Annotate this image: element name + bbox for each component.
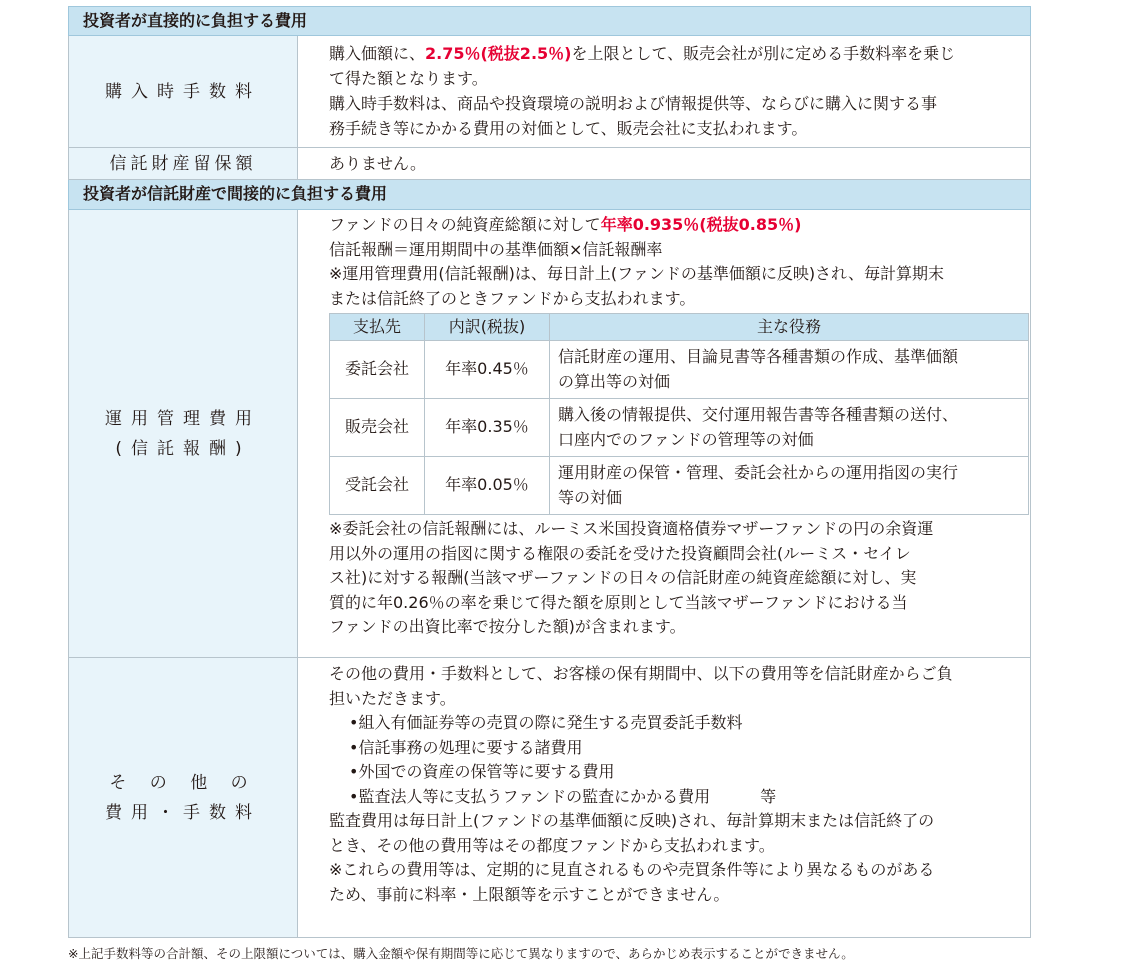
duty-line: 購入後の情報提供、交付運用報告書等各種書類の送付、	[558, 405, 959, 424]
footnote: ※上記手数料等の合計額、その上限額については、購入金額や保有期間等に応じて異なりますので、あらかじめ表示することができません。	[68, 946, 854, 961]
duty-line: 信託財産の運用、目論見書等各種書類の作成、基準価額	[558, 347, 959, 366]
duty-line: 等の対価	[558, 487, 623, 507]
table-row	[330, 457, 1029, 515]
purchase-fee-line: て得た額となります。	[329, 68, 488, 88]
trust-reserve-value: ありません。	[329, 154, 426, 173]
note-line: 質的に年0.26％の率を乗じて得た額を原則として当該マザーファンドにおける当	[329, 592, 908, 612]
rate-cell: 年率0.45％	[425, 341, 550, 399]
note-line: 用以外の運用の指図に関する権限の委託を受けた投資顧問会社(ルーミス・セイレ	[329, 543, 911, 563]
other-fees-list	[329, 711, 1016, 809]
purchase-fee-content	[298, 36, 1030, 147]
purchase-fee-label: 購入時手数料	[69, 36, 298, 147]
management-fee-note	[329, 262, 1029, 311]
payee-cell: 委託会社	[330, 341, 425, 399]
other-fees-content	[298, 658, 1030, 937]
other-fees-line: とき、その他の費用等はその都度ファンドから支払われます。	[329, 835, 775, 855]
other-fees-note	[329, 858, 1016, 907]
other-fees-label-line: 費用・手数料	[105, 802, 261, 823]
table-row	[330, 341, 1029, 399]
note-line: または信託終了のときファンドから支払われます。	[329, 288, 696, 308]
other-fees-line: 監査費用は毎日計上(ファンドの基準価額に反映)され、毎計算期末または信託終了の	[329, 811, 935, 830]
other-fees-label	[69, 658, 298, 937]
note-line: ファンドの出資比率で按分した額)が含まれます。	[329, 617, 686, 636]
table-row	[330, 399, 1029, 457]
duty-line: 運用財産の保管・管理、委託会社からの運用指図の実行	[558, 463, 959, 482]
payee-cell: 販売会社	[330, 399, 425, 457]
breakdown-header: 内訳(税抜)	[425, 314, 550, 341]
list-item-text: •監査法人等に支払うファンドの監査にかかる費用	[349, 786, 711, 806]
indirect-costs-header: 投資者が信託財産で間接的に負担する費用	[68, 180, 1031, 210]
purchase-fee-line: 務手続き等にかかる費用の対価として、販売会社に支払われます。	[329, 118, 808, 138]
duty-line: の算出等の対価	[558, 371, 671, 391]
duty-cell	[550, 457, 1029, 515]
list-item	[349, 785, 1016, 810]
duties-header: 主な役務	[550, 314, 1029, 341]
payee-header: 支払先	[330, 314, 425, 341]
payee-cell: 受託会社	[330, 457, 425, 515]
direct-costs-header: 投資者が直接的に負担する費用	[68, 6, 1031, 36]
trust-reserve-label: 信託財産留保額	[69, 148, 298, 179]
management-fee-row	[68, 210, 1031, 658]
purchase-fee-text: 購入価額に、	[329, 44, 426, 63]
etc-text: 等	[760, 786, 777, 806]
fee-breakdown-table	[329, 313, 1029, 515]
fee-table	[68, 6, 1031, 938]
other-fees-line: 担いただきます。	[329, 688, 456, 708]
purchase-fee-row	[68, 36, 1031, 148]
note-line: ※委託会社の信託報酬には、ルーミス米国投資適格債券マザーファンドの円の余資運	[329, 519, 934, 538]
duty-cell	[550, 399, 1029, 457]
note-line: ※運用管理費用(信託報酬)は、毎日計上(ファンドの基準価額に反映)され、毎計算期末	[329, 264, 945, 283]
note-line: ため、事前に料率・上限額等を示すことができません。	[329, 884, 730, 904]
purchase-fee-rate: 2.75％(税抜2.5％)	[425, 44, 572, 63]
management-fee-label-line: 運用管理費用	[105, 408, 261, 429]
note-line: ※これらの費用等は、定期的に見直されるものや売買条件等により異なるものがある	[329, 860, 935, 879]
rate-cell: 年率0.35％	[425, 399, 550, 457]
list-item: •外国での資産の保管等に要する費用	[349, 762, 615, 781]
management-fee-label-line: (信託報酬)	[115, 438, 251, 459]
other-fees-line: その他の費用・手数料として、お客様の保有期間中、以下の費用等を信託財産からご負	[329, 664, 953, 683]
trust-reserve-row	[68, 148, 1031, 180]
duty-cell	[550, 341, 1029, 399]
list-item: •組入有価証券等の売買の際に発生する売買委託手数料	[349, 713, 743, 732]
management-fee-content	[298, 210, 1043, 657]
purchase-fee-line: 購入時手数料は、商品や投資環境の説明および情報提供等、ならびに購入に関する事	[329, 94, 938, 113]
delegation-note	[329, 517, 1029, 640]
list-item: •信託事務の処理に要する諸費用	[349, 737, 583, 757]
management-fee-text: ファンドの日々の純資産総額に対して	[329, 215, 601, 234]
management-fee-rate-line	[329, 213, 1029, 238]
duty-line: 口座内でのファンドの管理等の対価	[558, 429, 814, 449]
other-fees-row	[68, 658, 1031, 938]
management-fee-label	[69, 210, 298, 657]
rate-cell: 年率0.05％	[425, 457, 550, 515]
purchase-fee-line	[329, 42, 1016, 67]
note-line: ス社)に対する報酬(当該マザーファンドの日々の信託財産の純資産総額に対し、実	[329, 568, 917, 587]
other-fees-label-line: そ の 他 の	[109, 772, 257, 793]
table-header-row	[330, 314, 1029, 341]
management-fee-rate: 年率0.935％(税抜0.85％)	[600, 215, 802, 234]
purchase-fee-text: を上限として、販売会社が別に定める手数料率を乗じ	[571, 44, 956, 63]
trust-fee-formula: 信託報酬＝運用期間中の基準価額×信託報酬率	[329, 239, 663, 259]
